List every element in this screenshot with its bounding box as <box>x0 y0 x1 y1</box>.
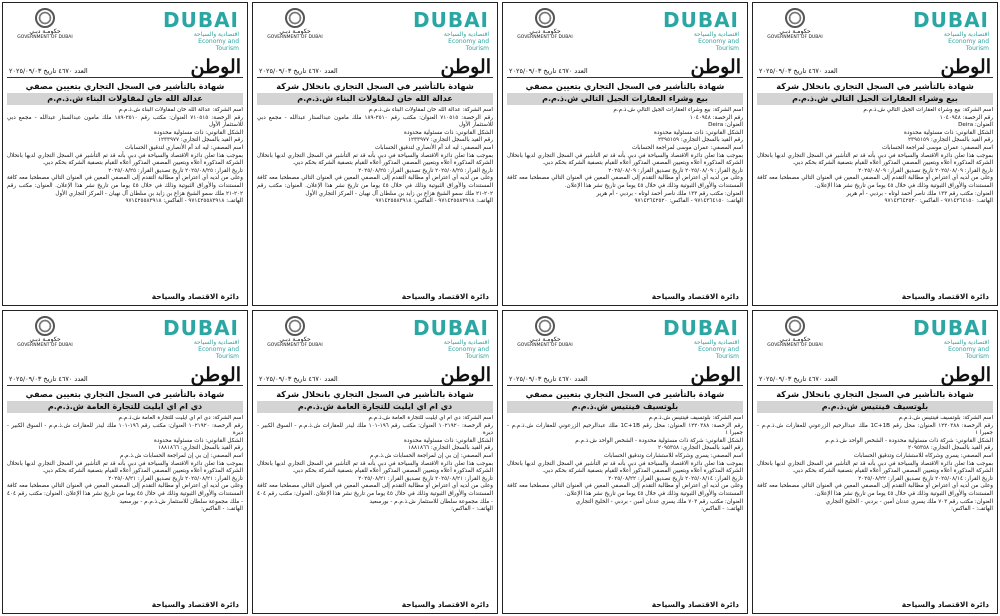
notice-line: الشكل القانوني: شركة ذات مسئولية محدودة - الشخص الواحد ش.ذ.م.م <box>575 437 743 444</box>
notice-line: الهاتف: ٩٧١٤٢٥٥٨٣٩١٨ - الفاكس: ٩٧١٤٢٥٥٨٣٩١٨ <box>375 198 493 205</box>
government-emblem <box>13 8 77 40</box>
notice-line: اسم المصفي: ليه اند آم الأنصاري لتدقيق الحسابات <box>375 144 493 151</box>
issue-info: العدد ٤٦٧٠ تاريخ ٢٠٢٥/٠٩/٠٣ <box>509 67 588 75</box>
notice-line: رقم القيد بالسجل التجاري: ١٢٣٣٩٧٧ <box>408 137 493 144</box>
notice-line: الهاتف: - الفاكس: <box>951 506 993 513</box>
dept-label-ar: اقتصادية والسياحة <box>693 339 739 346</box>
gov-label-en: GOVERNMENT OF DUBAI <box>267 343 323 348</box>
notice-body <box>257 415 493 514</box>
notice-line: اسم المصفي: عمران موسى لمراجعة الحسابات <box>882 144 993 151</box>
signature: دائرة الاقتصاد والسياحة <box>401 292 489 301</box>
dept-label-en: Economy and Tourism <box>198 38 239 52</box>
newspaper-name: الوطن <box>190 364 241 386</box>
notice-header <box>257 314 493 364</box>
notice-line: وعلى من لديه أي اعتراض أو مطالبة التقدم إلى المصفي المعين في العنوان التالي مصطحبا معه كافة المستندات والأوراق الثبوتية وذلك في خلال ٤٥ يوما من تاريخ نشر هذا الإعلان. العنوان: مكتب رقم ٤٠٤ - ملك مجموعة سلطان للاستثمار ش.ذ.م.م - بورسعيد <box>7 483 243 505</box>
notice-line: الشكل القانوني: ذات مسئولية محدودة <box>154 437 243 444</box>
gov-label-en: GOVERNMENT OF DUBAI <box>517 343 573 348</box>
notice-line: تاريخ القرار: ٢٠٢٥/٠٨/٢١ تاريخ تصديق القرار: ٢٠٢٥/٠٨/٢١ <box>108 475 243 482</box>
notice-line: وعلى من لديه أي اعتراض أو مطالبة التقدم إلى المصفي المعين في العنوان التالي مصطحبا معه كافة المستندات والأوراق الثبوتية وذلك في خلال ٤٥ يوما من تاريخ نشر هذا الإعلان. العنوان: مكتب رقم ٢٠٢-٢١ ملك سمو الشيخ هزاع بن زايد بن سلطان آل نهيان - المركز التجاري الأول <box>257 175 493 197</box>
notice-line: رقم الرخصة: ١٢٢٠٣٨٨ العنوان: محل رقم 1C+1B ملك عبدالرحيم الزرعوني للعقارات ش.ذ.م.م - جميرا ١ <box>757 422 993 437</box>
emblem-icon <box>535 316 555 336</box>
notice-line: بموجب هذا تعلن دائرة الاقتصاد والسياحة في دبي بأنه قد تم التأشير في السجل التجاري لديها بانحلال الشركة المذكورة أعلاه وبتعيين المصفي المذكور أعلاه للقيام بتصفية الشركة بحكم دبي. <box>757 460 993 475</box>
notice-line: تاريخ القرار: ٢٠٢٥/٠٨/٢٥ تاريخ تصديق القرار: ٢٠٢٥/٠٨/٢٥ <box>108 167 243 174</box>
signature: دائرة الاقتصاد والسياحة <box>651 600 739 609</box>
notice-line: تاريخ القرار: ٢٠٢٥/٠٨/٠٩ تاريخ تصديق القرار: ٢٠٢٥/٠٨/٠٩ <box>858 167 993 174</box>
issue-info: العدد ٤٦٧٠ تاريخ ٢٠٢٥/٠٩/٠٣ <box>9 67 88 75</box>
notice-line: الشكل القانوني: شركة ذات مسئولية محدودة - الشخص الواحد ش.ذ.م.م <box>825 437 993 444</box>
company-banner: عدالة الله خان لمقاولات البناء ش.ذ.م.م <box>257 93 493 105</box>
notice-title: شهادة بالتأشير في السجل التجاري بانحلال شركة <box>276 389 474 399</box>
newspaper-name: الوطن <box>690 364 741 386</box>
notice-body <box>507 107 743 206</box>
issue-info: العدد ٤٦٧٠ تاريخ ٢٠٢٥/٠٩/٠٣ <box>9 375 88 383</box>
newspaper-masthead <box>757 56 993 78</box>
newspaper-masthead <box>257 56 493 78</box>
notice-line: وعلى من لديه أي اعتراض أو مطالبة التقدم إلى المصفي المعين في العنوان التالي مصطحبا معه كافة المستندات والأوراق الثبوتية وذلك في خلال ٤٥ يوما من تاريخ نشر هذا الإعلان. العنوان: مكتب رقم ٤٠٤ - ملك مجموعة سلطان للاستثمار ش.ذ.م.م - بورسعيد <box>257 483 493 505</box>
notice-line: الشكل القانوني: ذات مسئولية محدودة <box>154 129 243 136</box>
newspaper-name: الوطن <box>940 364 991 386</box>
notice-line: العنوان: مكتب رقم ١٣٣ ملك ناصر أحمد لوتاه - بردبي - أم هرير <box>846 190 993 197</box>
notice-card <box>2 2 248 306</box>
dubai-logo: DUBAI <box>662 8 739 32</box>
notice-line: اسم الشركة: عدالة الله خان لمقاولات البناء ش.ذ.م.م <box>118 107 243 113</box>
dept-label <box>929 339 989 360</box>
notice-line: الشكل القانوني: ذات مسئولية محدودة <box>654 129 743 136</box>
dept-label-en: Economy and Tourism <box>948 346 989 360</box>
notice-line: رقم الرخصة: ١٠٤٠٩٤٨ <box>939 114 993 121</box>
government-emblem <box>513 8 577 40</box>
dubai-logo: DUBAI <box>912 8 989 32</box>
notice-card <box>752 2 998 306</box>
notice-line: تاريخ القرار: ٢٠٢٥/٠٨/١٤ تاريخ تصديق القرار: ٢٠٢٥/٠٨/٢٢ <box>858 475 993 482</box>
notice-line: تاريخ القرار: ٢٠٢٥/٠٨/٠٩ تاريخ تصديق القرار: ٢٠٢٥/٠٨/٠٩ <box>608 167 743 174</box>
newspaper-name: الوطن <box>940 56 991 78</box>
gov-label-en: GOVERNMENT OF DUBAI <box>767 35 823 40</box>
notice-line: العنوان: مكتب رقم ٧٠٣ ملك يسري عدنان أمين - بردبي - الخليج التجاري <box>575 498 743 505</box>
dubai-logo: DUBAI <box>162 8 239 32</box>
dept-label-en: Economy and Tourism <box>448 38 489 52</box>
gov-label-ar: حكومـة دبـي <box>529 336 561 343</box>
notice-card <box>252 2 498 306</box>
notice-line: اسم المصفي: إن بي إن لمراجعة الحسابات ش.ذ.م.م <box>119 452 243 459</box>
notice-line: رقم القيد بالسجل التجاري: ١٨٨١٨٦٦ <box>408 445 493 452</box>
gov-label-en: GOVERNMENT OF DUBAI <box>767 343 823 348</box>
notice-line: رقم الرخصة: ١٠٢١٩٢٠ العنوان: مكتب رقم ١٩٦-١٠١ ملك ليدر للعقارات ش.ذ.م.م - السوق الكبير - ديرة <box>7 422 243 437</box>
company-banner: دي ام اي ايليت للتجارة العامة ش.ذ.م.م <box>257 401 493 413</box>
notice-line: رقم القيد بالسجل التجاري: ١٨٨١٨٦٦ <box>158 445 243 452</box>
dubai-logo: DUBAI <box>912 316 989 340</box>
dept-label-ar: اقتصادية والسياحة <box>443 339 489 346</box>
gov-label-en: GOVERNMENT OF DUBAI <box>17 343 73 348</box>
notice-body <box>7 107 243 206</box>
dubai-logo: DUBAI <box>412 8 489 32</box>
notice-title: شهادة بالتأشير في السجل التجاري بانحلال شركة <box>776 389 974 399</box>
gov-label-ar: حكومـة دبـي <box>779 336 811 343</box>
company-banner: دي ام اي ايليت للتجارة العامة ش.ذ.م.م <box>7 401 243 413</box>
notice-line: اسم الشركة: بيع وشراء العقارات الجيل التالي ش.ذ.م.م <box>863 107 993 113</box>
newspaper-name: الوطن <box>190 56 241 78</box>
gov-label-ar: حكومـة دبـي <box>779 28 811 35</box>
notice-body <box>507 415 743 514</box>
government-emblem <box>513 316 577 348</box>
emblem-icon <box>285 8 305 28</box>
signature: دائرة الاقتصاد والسياحة <box>901 600 989 609</box>
gov-label-ar: حكومـة دبـي <box>29 336 61 343</box>
notice-line: وعلى من لديه أي اعتراض أو مطالبة التقدم إلى المصفي المعين في العنوان التالي مصطحبا معه كافة المستندات والأوراق الثبوتية وذلك في خلال ٤٥ يوما من تاريخ نشر هذا الإعلان. العنوان: مكتب رقم ٢٠٢-٢١ ملك سمو الشيخ هزاع بن زايد بن سلطان آل نهيان - المركز التجاري الأول <box>7 175 243 197</box>
government-emblem <box>763 8 827 40</box>
gov-label-en: GOVERNMENT OF DUBAI <box>17 35 73 40</box>
notice-line: رقم القيد بالسجل التجاري: ٢٠٩٥٣٥٨ <box>658 445 743 452</box>
dept-label-ar: اقتصادية والسياحة <box>943 339 989 346</box>
notice-line: وعلى من لديه أي اعتراض أو مطالبة التقدم إلى المصفي المعين في العنوان التالي مصطحبا معه كافة المستندات والأوراق الثبوتية وذلك في خلال ٤٥ يوما من تاريخ نشر هذا الإعلان. <box>757 175 993 189</box>
government-emblem <box>13 316 77 348</box>
dept-label-ar: اقتصادية والسياحة <box>943 31 989 38</box>
notice-line: رقم الرخصة: ١٢٢٠٣٨٨ العنوان: محل رقم 1C+1B ملك عبدالرحيم الزرعوني للعقارات ش.ذ.م.م - جميرا ١ <box>507 422 743 437</box>
company-banner: بيع وشراء العقارات الجيل التالي ش.ذ.م.م <box>507 93 743 105</box>
notice-line: العنوان: مكتب رقم ١٣٣ ملك ناصر أحمد لوتاه - بردبي - أم هرير <box>596 190 743 197</box>
notice-body <box>757 107 993 206</box>
notice-line: رقم الرخصة: ١٠٢١٩٢٠ العنوان: مكتب رقم ١٩٦-١٠١ ملك ليدر للعقارات ش.ذ.م.م - السوق الكبير - ديرة <box>257 422 493 437</box>
notice-title: شهادة بالتأشير في السجل التجاري بتعيين مصفي <box>525 389 725 399</box>
newspaper-masthead <box>7 364 243 386</box>
notice-line: تاريخ القرار: ٢٠٢٥/٠٨/٢١ تاريخ تصديق القرار: ٢٠٢٥/٠٨/٢١ <box>358 475 493 482</box>
notice-line: الشكل القانوني: ذات مسئولية محدودة <box>904 129 993 136</box>
notice-line: رقم القيد بالسجل التجاري: ٢٣٩٥١٥٩ <box>908 137 993 144</box>
gov-label-ar: حكومـة دبـي <box>279 336 311 343</box>
signature: دائرة الاقتصاد والسياحة <box>401 600 489 609</box>
notice-header <box>757 6 993 56</box>
notice-line: الهاتف: ٩٧١٤٢٥٥٨٣٩١٨ - الفاكس: ٩٧١٤٢٥٥٨٣٩١٨ <box>125 198 243 205</box>
notice-card <box>752 310 998 614</box>
notice-line: رقم القيد بالسجل التجاري: ١٢٣٣٩٧٧ <box>158 137 243 144</box>
issue-info: العدد ٤٦٧٠ تاريخ ٢٠٢٥/٠٩/٠٣ <box>509 375 588 383</box>
emblem-icon <box>785 316 805 336</box>
notices-row <box>2 310 998 614</box>
dubai-logo: DUBAI <box>412 316 489 340</box>
notice-card <box>252 310 498 614</box>
dept-label-en: Economy and Tourism <box>698 38 739 52</box>
emblem-icon <box>535 8 555 28</box>
notice-line: بموجب هذا تعلن دائرة الاقتصاد والسياحة في دبي بأنه قد تم التأشير في السجل التجاري لديها بانحلال الشركة المذكورة أعلاه وبتعيين المصفي المذكور أعلاه للقيام بتصفية الشركة بحكم دبي. <box>507 152 743 167</box>
newspaper-name: الوطن <box>690 56 741 78</box>
dept-label-en: Economy and Tourism <box>198 346 239 360</box>
issue-info: العدد ٤٦٧٠ تاريخ ٢٠٢٥/٠٩/٠٣ <box>259 375 338 383</box>
dept-label <box>429 31 489 52</box>
newspaper-masthead <box>507 364 743 386</box>
notice-line: وعلى من لديه أي اعتراض أو مطالبة التقدم إلى المصفي المعين في العنوان التالي مصطحبا معه كافة المستندات والأوراق الثبوتية وذلك في خلال ٤٥ يوما من تاريخ نشر هذا الإعلان. <box>507 175 743 189</box>
notice-header <box>7 6 243 56</box>
notice-line: بموجب هذا تعلن دائرة الاقتصاد والسياحة في دبي بأنه قد تم التأشير في السجل التجاري لديها بانحلال الشركة المذكورة أعلاه وبتعيين المصفي المذكور أعلاه للقيام بتصفية الشركة بحكم دبي. <box>257 152 493 167</box>
notice-body <box>7 415 243 514</box>
notices-row <box>2 2 998 306</box>
notice-line: اسم المصفي: يسري وشركاه للاستشارات وتدقيق الحسابات <box>853 452 993 459</box>
notice-line: وعلى من لديه أي اعتراض أو مطالبة التقدم إلى المصفي المعين في العنوان التالي مصطحبا معه كافة المستندات والأوراق الثبوتية وذلك في خلال ٤٥ يوما من تاريخ نشر هذا الإعلان. <box>507 483 743 497</box>
notice-line: اسم المصفي: إن بي إن لمراجعة الحسابات ش.ذ.م.م <box>369 452 493 459</box>
notice-header <box>507 6 743 56</box>
notice-header <box>757 314 993 364</box>
newspaper-masthead <box>7 56 243 78</box>
dept-label-ar: اقتصادية والسياحة <box>193 31 239 38</box>
notice-body <box>757 415 993 514</box>
signature: دائرة الاقتصاد والسياحة <box>901 292 989 301</box>
notice-line: رقم الرخصة: ٧١٠٥١٥ العنوان: مكتب رقم ٢٥١٠-١٨٩ ملك مامون عبدالستار عبدالله - مجمع دبي للاستثمار الأول <box>257 114 493 129</box>
notice-line: رقم القيد بالسجل التجاري: ٢٣٩٥١٥٩ <box>658 137 743 144</box>
dept-label-ar: اقتصادية والسياحة <box>193 339 239 346</box>
gov-label-ar: حكومـة دبـي <box>29 28 61 35</box>
company-banner: بلوتسيف فينتيس ش.ذ.م.م <box>507 401 743 413</box>
dept-label <box>679 339 739 360</box>
notice-line: اسم الشركة: بيع وشراء العقارات الجيل التالي ش.ذ.م.م <box>613 107 743 113</box>
notice-line: بموجب هذا تعلن دائرة الاقتصاد والسياحة في دبي بأنه قد تم التأشير في السجل التجاري لديها بانحلال الشركة المذكورة أعلاه وبتعيين المصفي المذكور أعلاه للقيام بتصفية الشركة بحكم دبي. <box>7 152 243 167</box>
dubai-logo: DUBAI <box>162 316 239 340</box>
notice-line: الهاتف: - الفاكس: <box>201 506 243 513</box>
dept-label-ar: اقتصادية والسياحة <box>443 31 489 38</box>
signature: دائرة الاقتصاد والسياحة <box>651 292 739 301</box>
notice-title: شهادة بالتأشير في السجل التجاري بتعيين مصفي <box>25 389 225 399</box>
notice-line: اسم الشركة: بلوتسيف فينتيس ش.ذ.م.م <box>648 415 743 421</box>
notice-line: الشكل القانوني: ذات مسئولية محدودة <box>404 437 493 444</box>
government-emblem <box>263 316 327 348</box>
notice-line: العنوان: Deira <box>708 122 743 129</box>
company-banner: عدالة الله خان لمقاولات البناء ش.ذ.م.م <box>7 93 243 105</box>
notice-line: اسم المصفي: عمران موسى لمراجعة الحسابات <box>632 144 743 151</box>
notice-line: بموجب هذا تعلن دائرة الاقتصاد والسياحة في دبي بأنه قد تم التأشير في السجل التجاري لديها بانحلال الشركة المذكورة أعلاه وبتعيين المصفي المذكور أعلاه للقيام بتصفية الشركة بحكم دبي. <box>507 460 743 475</box>
dept-label <box>179 339 239 360</box>
notice-header <box>257 6 493 56</box>
company-banner: بيع وشراء العقارات الجيل التالي ش.ذ.م.م <box>757 93 993 105</box>
notice-header <box>7 314 243 364</box>
notice-card <box>502 310 748 614</box>
government-emblem <box>763 316 827 348</box>
notice-title: شهادة بالتأشير في السجل التجاري بانحلال شركة <box>276 81 474 91</box>
emblem-icon <box>285 316 305 336</box>
dept-label-en: Economy and Tourism <box>698 346 739 360</box>
signature: دائرة الاقتصاد والسياحة <box>151 600 239 609</box>
newspaper-name: الوطن <box>440 56 491 78</box>
dept-label <box>679 31 739 52</box>
dubai-logo: DUBAI <box>662 316 739 340</box>
notice-body <box>257 107 493 206</box>
notice-line: وعلى من لديه أي اعتراض أو مطالبة التقدم إلى المصفي المعين في العنوان التالي مصطحبا معه كافة المستندات والأوراق الثبوتية وذلك في خلال ٤٥ يوما من تاريخ نشر هذا الإعلان. <box>757 483 993 497</box>
notice-header <box>507 314 743 364</box>
gov-label-ar: حكومـة دبـي <box>529 28 561 35</box>
gov-label-ar: حكومـة دبـي <box>279 28 311 35</box>
notice-line: اسم الشركة: بلوتسيف فينتيس ش.ذ.م.م <box>898 415 993 421</box>
newspaper-name: الوطن <box>440 364 491 386</box>
notice-line: الهاتف: ٩٧١٤٣٦٤١٥٠ - الفاكس: ٩٧١٤٣٦٤٢٥٢٠ <box>634 198 743 205</box>
notice-line: بموجب هذا تعلن دائرة الاقتصاد والسياحة في دبي بأنه قد تم التأشير في السجل التجاري لديها بانحلال الشركة المذكورة أعلاه وبتعيين المصفي المذكور أعلاه للقيام بتصفية الشركة بحكم دبي. <box>7 460 243 475</box>
company-banner: بلوتسيف فينتيس ش.ذ.م.م <box>757 401 993 413</box>
newspaper-masthead <box>757 364 993 386</box>
issue-info: العدد ٤٦٧٠ تاريخ ٢٠٢٥/٠٩/٠٣ <box>759 67 838 75</box>
signature: دائرة الاقتصاد والسياحة <box>151 292 239 301</box>
gov-label-en: GOVERNMENT OF DUBAI <box>517 35 573 40</box>
dept-label <box>179 31 239 52</box>
notice-card <box>502 2 748 306</box>
notice-line: رقم الرخصة: ١٠٤٠٩٤٨ <box>689 114 743 121</box>
dept-label <box>929 31 989 52</box>
newspaper-masthead <box>257 364 493 386</box>
notice-line: بموجب هذا تعلن دائرة الاقتصاد والسياحة في دبي بأنه قد تم التأشير في السجل التجاري لديها بانحلال الشركة المذكورة أعلاه وبتعيين المصفي المذكور أعلاه للقيام بتصفية الشركة بحكم دبي. <box>757 152 993 167</box>
notice-line: الهاتف: - الفاكس: <box>701 506 743 513</box>
notice-line: الشكل القانوني: ذات مسئولية محدودة <box>404 129 493 136</box>
emblem-icon <box>35 316 55 336</box>
newspaper-masthead <box>507 56 743 78</box>
notice-line: رقم القيد بالسجل التجاري: ٢٠٩٥٣٥٨ <box>908 445 993 452</box>
notice-line: الهاتف: ٩٧١٤٣٦٤١٥٠ - الفاكس: ٩٧١٤٣٦٤٢٥٢٠ <box>884 198 993 205</box>
gov-label-en: GOVERNMENT OF DUBAI <box>267 35 323 40</box>
dept-label <box>429 339 489 360</box>
notice-title: شهادة بالتأشير في السجل التجاري بانحلال شركة <box>776 81 974 91</box>
notice-line: العنوان: مكتب رقم ٧٠٣ ملك يسري عدنان أمين - بردبي - الخليج التجاري <box>825 498 993 505</box>
notice-title: شهادة بالتأشير في السجل التجاري بتعيين مصفي <box>525 81 725 91</box>
notice-line: رقم الرخصة: ٧١٠٥١٥ العنوان: مكتب رقم ٢٥١٠-١٨٩ ملك مامون عبدالستار عبدالله - مجمع دبي للاستثمار الأول <box>7 114 243 129</box>
notice-line: اسم المصفي: ليه اند آم الأنصاري لتدقيق الحسابات <box>125 144 243 151</box>
notice-line: اسم المصفي: يسري وشركاه للاستشارات وتدقيق الحسابات <box>603 452 743 459</box>
notice-title: شهادة بالتأشير في السجل التجاري بتعيين مصفي <box>25 81 225 91</box>
notice-line: بموجب هذا تعلن دائرة الاقتصاد والسياحة في دبي بأنه قد تم التأشير في السجل التجاري لديها بانحلال الشركة المذكورة أعلاه وبتعيين المصفي المذكور أعلاه للقيام بتصفية الشركة بحكم دبي. <box>257 460 493 475</box>
dept-label-en: Economy and Tourism <box>448 346 489 360</box>
issue-info: العدد ٤٦٧٠ تاريخ ٢٠٢٥/٠٩/٠٣ <box>759 375 838 383</box>
government-emblem <box>263 8 327 40</box>
notice-card <box>2 310 248 614</box>
dept-label-ar: اقتصادية والسياحة <box>693 31 739 38</box>
notice-line: اسم الشركة: عدالة الله خان لمقاولات البناء ش.ذ.م.م <box>368 107 493 113</box>
emblem-icon <box>785 8 805 28</box>
notice-line: العنوان: Deira <box>958 122 993 129</box>
notice-line: الهاتف: - الفاكس: <box>451 506 493 513</box>
notice-line: تاريخ القرار: ٢٠٢٥/٠٨/٢٥ تاريخ تصديق القرار: ٢٠٢٥/٠٨/٢٥ <box>358 167 493 174</box>
notice-line: اسم الشركة: دي ام اي ايليت للتجارة العامة ش.ذ.م.م <box>368 415 493 421</box>
emblem-icon <box>35 8 55 28</box>
dept-label-en: Economy and Tourism <box>948 38 989 52</box>
issue-info: العدد ٤٦٧٠ تاريخ ٢٠٢٥/٠٩/٠٣ <box>259 67 338 75</box>
notice-line: اسم الشركة: دي ام اي ايليت للتجارة العامة ش.ذ.م.م <box>118 415 243 421</box>
notice-line: تاريخ القرار: ٢٠٢٥/٠٨/١٤ تاريخ تصديق القرار: ٢٠٢٥/٠٨/٢٢ <box>608 475 743 482</box>
